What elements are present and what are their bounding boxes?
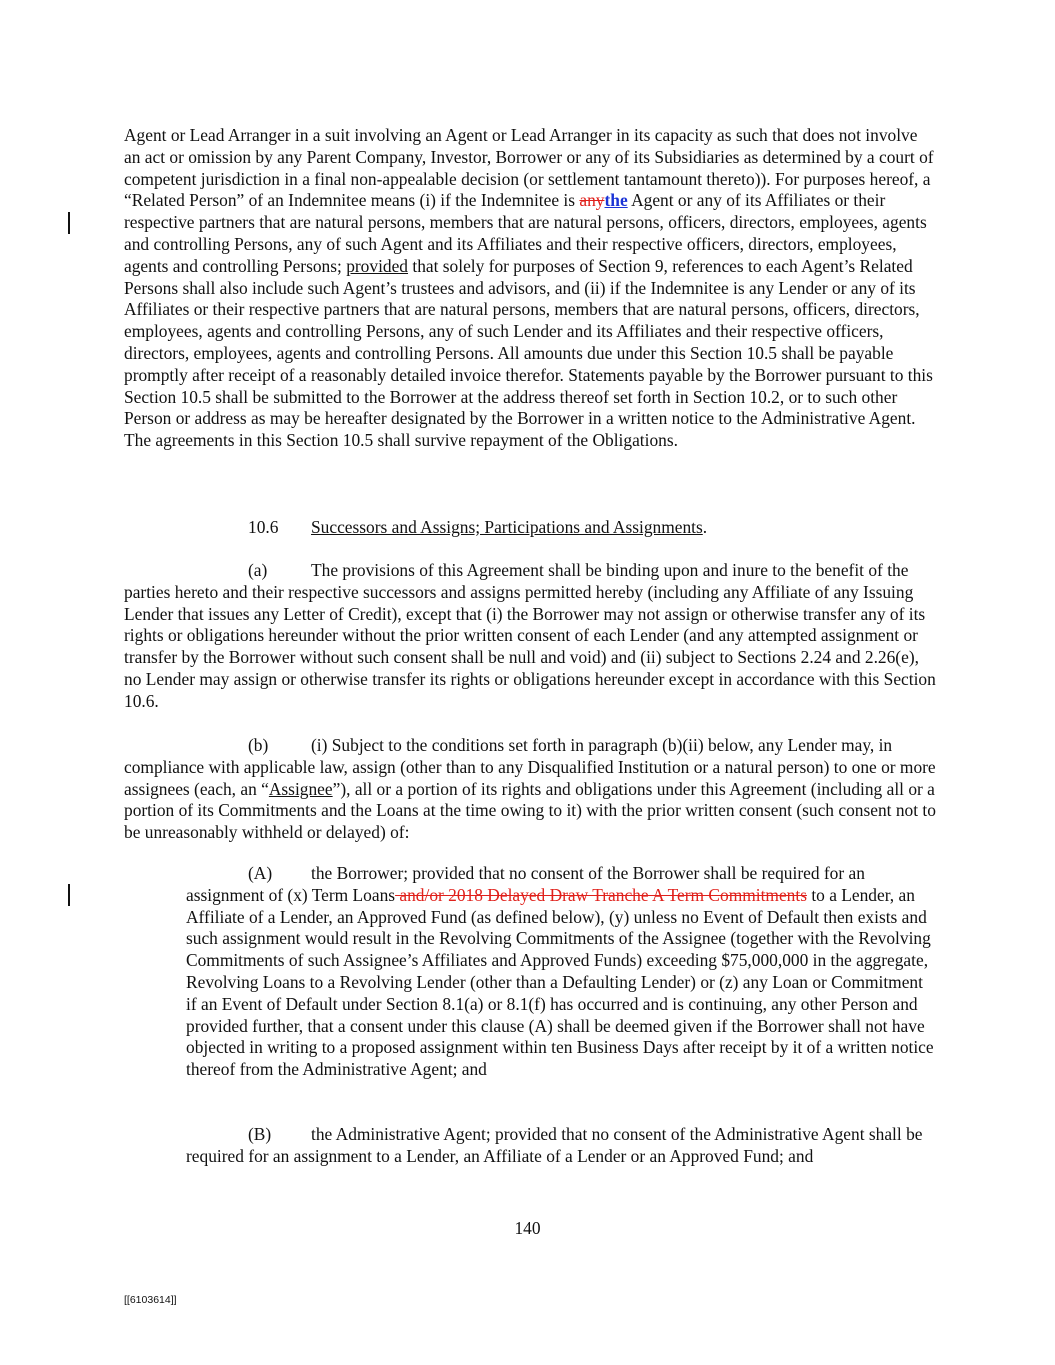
deleted-text: any: [579, 190, 605, 211]
provided-term: provided: [346, 255, 409, 276]
section-heading: [124, 517, 936, 539]
section-title: Successors and Assigns; Participations and Assignments: [311, 517, 703, 537]
document-footer-id: [[6103614]]: [124, 1294, 177, 1306]
text-segment: to a Lender, an Affiliate of a Lender, an Approved Fund (as defined below), (y) unless no Event of Default then exists and such assignment would result in the Revolving Commitments of the Assignee (together with the Revolving Commitments of such Assignee’s Affiliates and Approved Funds) exceeding $75,000,000 in the aggregate, Revolving Loans to a Revolving Lender (other than a Defaulting Lender) or (z) any Loan or Commitment if an Event of Default under Section 8.1(a) or 8.1(f) has occurred and is continuing, any other Person and: [186, 884, 931, 1014]
clause-label: (B): [248, 1124, 272, 1144]
clause-B: [186, 1124, 936, 1168]
assignee-term: Assignee: [268, 778, 333, 799]
clause-label: (A): [248, 863, 273, 883]
text-segment: Agent or Lead Arranger in a suit involving an Agent or Lead Arranger in its capacity as such that does not involve an act or omission by any Parent Company, Investor, Borrower or any of its Subsidiaries as determined by a court of competent jurisdiction in a final non-appealable decision (or settlement tantamount thereto)). For purposes hereof, a “Related Person” of an Indemnitee means (i) if the Indemnitee is: [124, 125, 934, 211]
page-number: 140: [514, 1218, 541, 1238]
paragraph-b: [124, 735, 936, 844]
provided-term: provided: [412, 863, 475, 883]
text-segment: that no consent of the Administrative Agent shall be required for an assignment to a Lender, an Affiliate of a Lender or an Approved Fund; and: [186, 1124, 923, 1166]
paragraph-text: The provisions of this Agreement shall be binding upon and inure to the benefit of the parties hereto and their respective successors and assigns permitted hereby (including any Affiliate of any Issuing Lender that issues any Letter of Credit), except that (i) the Borrower may not assign or otherwise transfer any of its rights or obligations hereunder without the prior written consent of each Lender (and any attempted assignment or transfer by the Borrower without such consent shall be null and void) and (ii) subject to Sections 2.24 and 2.26(e), no Lender may assign or otherwise transfer its rights or obligations hereunder except in accordance with this Section 10.6.: [124, 560, 936, 711]
text-segment: further, that a consent under this clause (A) shall be deemed given if the Borrower shall not have objected in writing to a proposed assignment within ten Business Days after receipt by it of a written notice thereof from the Administrative Agent; and: [186, 1015, 934, 1080]
text-segment: Agent or any of its Affiliates or their respective partners that are natural persons, members that are natural persons, officers, directors, employees, agents and controlling Persons, any of such Agent and its Affiliates and their respective officers, directors, employees, agents and controlling Persons;: [124, 190, 927, 276]
provided-term: provided: [186, 1015, 248, 1036]
paragraph-label: (b): [248, 735, 269, 755]
text-segment: the Administrative Agent;: [311, 1124, 496, 1144]
text-segment: (i) Subject to the conditions set forth in paragraph (b)(ii) below, any Lender may, in compliance with applicable law, assign (other than to any Disqualified Institution or a natural person) to one or more assignees (each, an “: [124, 735, 936, 799]
paragraph-label: (a): [248, 560, 268, 580]
text-segment: the Borrower;: [311, 863, 413, 883]
section-number: 10.6: [248, 517, 279, 537]
provided-term: provided: [495, 1124, 557, 1144]
revision-change-bar: [68, 884, 70, 906]
paragraph-a: [124, 560, 936, 713]
clause-A: [186, 863, 936, 1081]
text-segment: that solely for purposes of Section 9, references to each Agent’s Related Persons shall also include such Agent’s trustees and advisors, and (ii) if the Indemnitee is any Lender or any of its Affiliates or their respective partners that are natural persons, members that are natural persons, officers, directors, employees, agents and controlling Persons, any of such Lender and its Affiliates and their respective officers, directors, employees, agents and controlling Persons. All amounts due under this Section 10.5 shall be payable promptly after receipt of a reasonably detailed invoice therefor. Statements payable by the Borrower pursuant to this Section 10.5 shall be submitted to the Borrower at the address thereof set forth in Section 10.2, or to such other Person or address as may be hereafter designated by the Borrower in a written notice to the Administrative Agent. The agreements in this Section 10.5 shall survive repayment of the Obligations.: [124, 255, 933, 451]
deleted-text: and/or 2018 Delayed Draw Tranche A Term Commitments: [395, 884, 807, 905]
inserted-text: the: [604, 190, 628, 211]
section-title-period: .: [702, 517, 708, 537]
paragraph-related-person: [124, 125, 936, 452]
text-segment: that no consent of the Borrower shall be required for an assignment of (x) Term Loans: [186, 863, 865, 905]
revision-change-bar: [68, 212, 70, 234]
text-segment: ”), all or a portion of its rights and obligations under this Agreement (including all or a portion of its Commitments and the Loans at the time owing to it) with the prior written consent (such consent not to be unreasonably withheld or delayed) of:: [124, 778, 936, 843]
